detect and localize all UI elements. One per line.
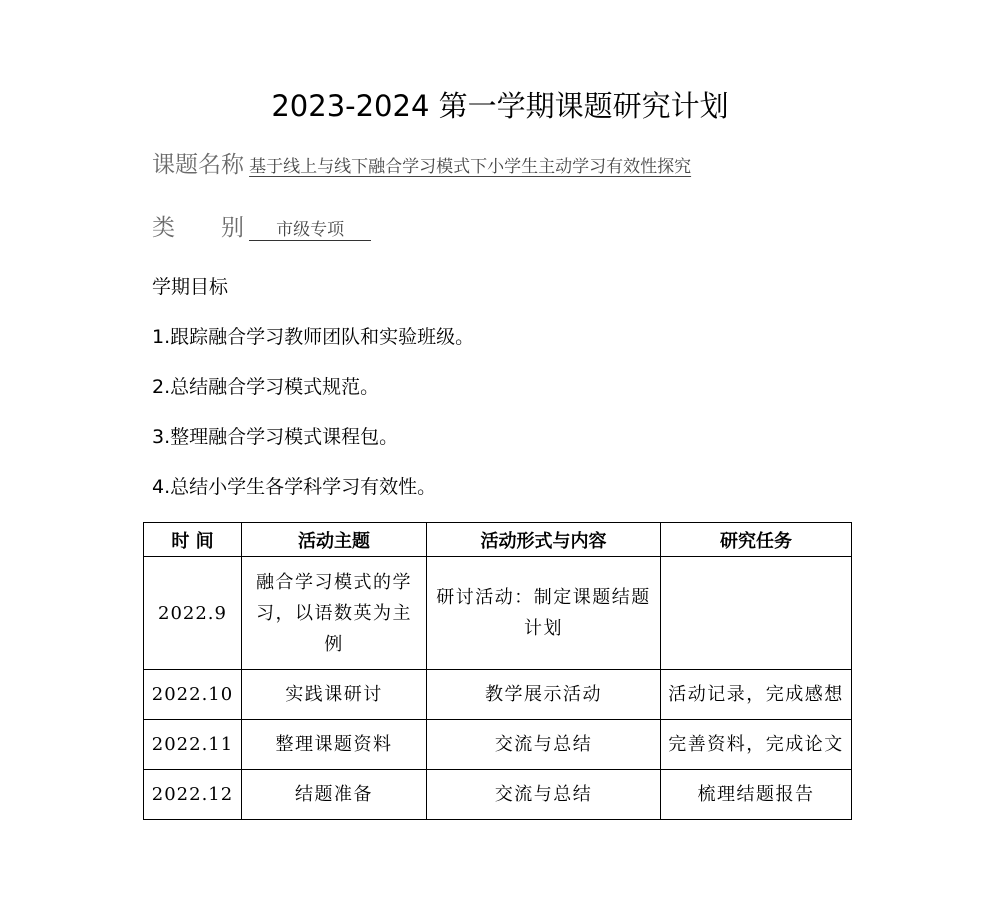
- cell-time: 2022.11: [144, 720, 242, 770]
- cell-theme: 融合学习模式的学习，以语数英为主例: [242, 557, 427, 670]
- table-row: [144, 720, 852, 770]
- table-header-row: [144, 523, 852, 557]
- cell-time: 2022.10: [144, 670, 242, 720]
- page-title: 2023-2024 第一学期课题研究计划: [271, 89, 729, 123]
- goals-heading: 学期目标: [152, 276, 229, 298]
- cell-theme: 整理课题资料: [242, 720, 427, 770]
- table-row: [144, 770, 852, 820]
- cell-task: 活动记录，完成感想: [661, 670, 852, 720]
- cell-theme: 实践课研讨: [242, 670, 427, 720]
- goal-item: 2.总结融合学习模式规范。: [152, 376, 380, 398]
- category-label: 类 别: [152, 215, 244, 241]
- topic-label: 课题名称: [152, 152, 244, 178]
- cell-task: 完善资料，完成论文: [661, 720, 852, 770]
- cell-form: 交流与总结: [427, 770, 661, 820]
- goal-item: 3.整理融合学习模式课程包。: [152, 426, 399, 448]
- topic-value: 基于线上与线下融合学习模式下小学生主动学习有效性探究: [249, 157, 692, 177]
- cell-form: 教学展示活动: [427, 670, 661, 720]
- cell-time: 2022.9: [144, 557, 242, 670]
- header-task: 研究任务: [661, 523, 852, 557]
- table-row: [144, 557, 852, 670]
- cell-task: [661, 557, 852, 670]
- category-value: 市级专项: [249, 215, 371, 241]
- topic-row: [152, 146, 691, 179]
- goal-item: 1.跟踪融合学习教师团队和实验班级。: [152, 326, 475, 348]
- header-form: 活动形式与内容: [427, 523, 661, 557]
- plan-table: [143, 522, 852, 820]
- goal-item: 4.总结小学生各学科学习有效性。: [152, 476, 437, 498]
- cell-time: 2022.12: [144, 770, 242, 820]
- header-theme: 活动主题: [242, 523, 427, 557]
- cell-form: 研讨活动：制定课题结题计划: [427, 557, 661, 670]
- cell-form: 交流与总结: [427, 720, 661, 770]
- table-row: [144, 670, 852, 720]
- category-row: [152, 209, 371, 242]
- header-time: 时 间: [144, 523, 242, 557]
- cell-task: 梳理结题报告: [661, 770, 852, 820]
- cell-theme: 结题准备: [242, 770, 427, 820]
